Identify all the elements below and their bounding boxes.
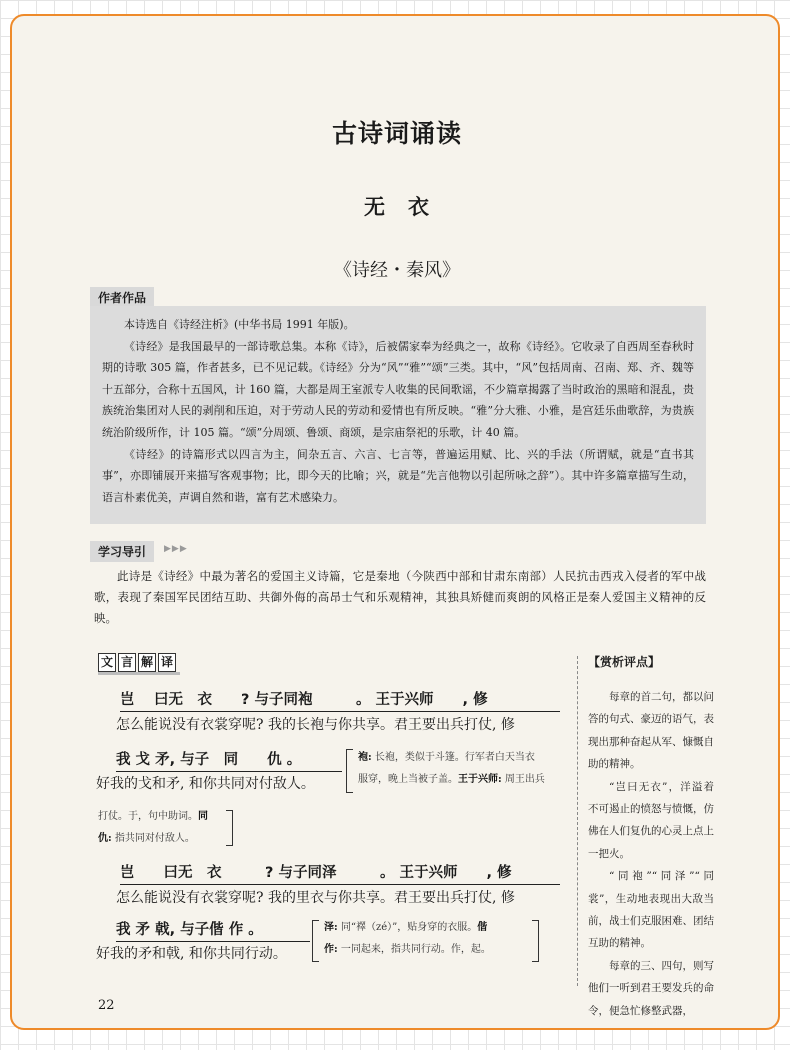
translation-line-3: 怎么能说没有衣裳穿呢? 我的里衣与你共享。君王要出兵打仗, 修 bbox=[116, 890, 515, 906]
note-wang-tong: 打仗。于，句中助词。同 bbox=[98, 811, 208, 822]
note-bracket-right bbox=[532, 920, 539, 962]
appreciation-paragraph: 每章的首二句，都以问答的句式、豪迈的语气，表现出那种奋起从军、慷慨自助的精神。 bbox=[588, 691, 714, 771]
author-paragraph: 本诗选自《诗经注析》(中华书局 1991 年版)。 bbox=[124, 318, 355, 331]
page-title: 古诗词诵读 bbox=[331, 119, 462, 148]
label-char: 解 bbox=[138, 653, 156, 672]
translation-line-1: 怎么能说没有衣裳穿呢? 我的长袍与你共享。君王要出兵打仗, 修 bbox=[116, 717, 515, 733]
author-section-label: 作者作品 bbox=[90, 287, 154, 308]
appreciation-label: 【赏析评点】 bbox=[588, 655, 661, 669]
page-number: 22 bbox=[98, 998, 115, 1013]
author-paragraph: 《诗经》是我国最早的一部诗歌总集。本称《诗》，后被儒家奉为经典之一，故称《诗经》。它收录了自西周至春秋时期的诗歌 305 篇，作者甚多，已不见记载。《诗经》分为“风”“雅”“颂”三类。其中，“风”包括周南、召南、郑、齐、魏等十五部分，合称十五国风，计 160 篇，大都是周王室派专人收集的民间歌谣，不少篇章揭露了当时政治的黑暗和混乱，贵族统治集团对人民的剥削和压迫，对于劳动人民的劳动和爱情也有所反映。“雅”分大雅、小雅，是宫廷乐曲歌辞，为贵族统治阶级所作，计 105 篇。“颂”分周颂、鲁颂、商颂，是宗庙祭祀的乐歌，计 40 篇。 bbox=[102, 339, 694, 439]
author-section-box bbox=[90, 306, 706, 524]
note-zuo: 作: 一同起来，指共同行动。作，起。 bbox=[324, 944, 491, 955]
note-pao: 袍: 长袍，类似于斗篷。行军者白天当衣 bbox=[358, 752, 535, 763]
label-char: 译 bbox=[158, 653, 176, 672]
note-pao-wang: 服穿，晚上当被子盖。王于兴师: 周王出兵 bbox=[358, 774, 545, 785]
author-paragraph: 《诗经》的诗篇形式以四言为主，间杂五言、六言、七言等，普遍运用赋、比、兴的手法（所谓赋，就是“直书其事”，亦即铺展开来描写客观事物；比，即今天的比喻；兴，就是“先言他物以引起所咏之辞”）。其中许多篇章描写生动，语言朴素优美，声调自然和谐，富有艺术感染力。 bbox=[102, 447, 694, 504]
guide-arrows-icon: ▶▶▶ bbox=[164, 544, 188, 554]
appreciation-paragraph: “同袍”“同泽”“同裳”，生动地表现出大敌当前，战士们克服困难、团结互助的精神。 bbox=[588, 870, 714, 950]
note-bracket-left bbox=[312, 920, 319, 962]
note-chou: 仇: 指共同对付敌人。 bbox=[98, 833, 195, 844]
appreciation-paragraph: “岂曰无衣”，洋溢着不可遏止的愤怒与愤慨，仿佛在人们复仇的心灵上点上一把火。 bbox=[588, 780, 714, 860]
poem-title: 无 衣 bbox=[364, 194, 430, 219]
appreciation-paragraph: 每章的三、四句，则写他们一听到君王要发兵的命令，便急忙修整武器， bbox=[588, 959, 714, 1017]
note-bracket-left bbox=[346, 749, 353, 793]
label-char: 文 bbox=[98, 653, 116, 672]
note-ze: 泽: 同“襗（zé）”，贴身穿的衣服。偕 bbox=[324, 922, 488, 933]
original-line-3: 岂 曰无 衣 ? 与子同泽 。 王于兴师 , 修 bbox=[120, 864, 560, 885]
original-line-2: 我 戈 矛, 与子 同 仇 。 bbox=[116, 751, 342, 772]
guide-text: 此诗是《诗经》中最为著名的爱国主义诗篇，它是秦地（今陕西中部和甘肃东南部）人民抗击西戎入侵者的军中战歌，表现了秦国军民团结互助、共御外侮的高昂士气和乐观精神，其独具矫健而爽朗的风格正是秦人爱国主义精神的反映。 bbox=[94, 569, 706, 625]
original-line-4: 我 矛 戟, 与子偕 作 。 bbox=[116, 921, 310, 942]
original-line-1: 岂 曰无 衣 ? 与子同袍 。 王于兴师 , 修 bbox=[120, 691, 560, 712]
note-bracket-right bbox=[226, 810, 233, 846]
label-char: 言 bbox=[118, 653, 136, 672]
guide-section-label: 学习导引 bbox=[90, 541, 154, 562]
column-divider bbox=[577, 656, 578, 986]
label-shadow bbox=[98, 672, 180, 675]
translation-line-4: 好我的矛和戟, 和你共同行动。 bbox=[96, 946, 287, 962]
translation-line-2: 好我的戈和矛, 和你共同对付敌人。 bbox=[96, 776, 315, 792]
poem-source: 《诗经・秦风》 bbox=[334, 260, 460, 281]
translation-section-label bbox=[98, 653, 178, 672]
appreciation-text bbox=[588, 686, 714, 1022]
page-frame bbox=[10, 14, 780, 1030]
